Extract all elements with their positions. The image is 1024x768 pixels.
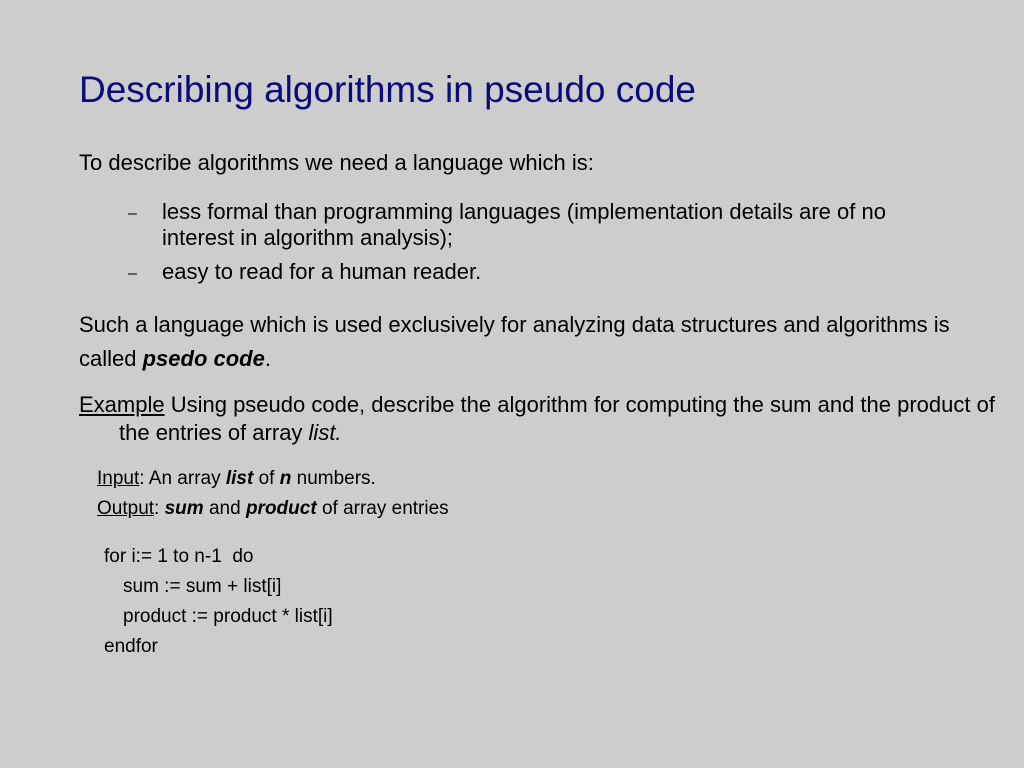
output-label: Output — [97, 498, 155, 519]
summary-suffix: . — [264, 346, 271, 371]
bullet-item — [128, 259, 958, 285]
summary-prefix: Such a language which is used exclusively for analyzing data structures and algorithms is called — [79, 312, 950, 371]
pseudo-code-term: psedo code — [142, 346, 265, 371]
output-product: product — [245, 498, 317, 519]
output-and: and — [203, 498, 246, 519]
summary-paragraph — [79, 308, 959, 376]
input-sep: : An array — [139, 468, 226, 489]
input-n: n — [279, 468, 292, 489]
bullet-text: less formal than programming languages (implementation details are of no interest in algorithm analysis); — [162, 199, 886, 250]
input-line — [97, 467, 376, 491]
code-line: endfor — [104, 636, 158, 657]
example-paragraph — [79, 391, 999, 447]
example-array-name: list. — [308, 420, 342, 445]
input-tail: numbers. — [291, 468, 376, 489]
input-of: of — [253, 468, 280, 489]
example-label: Example — [79, 392, 165, 417]
code-line: product := product * list[i] — [123, 606, 333, 627]
example-text: Using pseudo code, describe the algorithm for computing the sum and the product of the entries of array — [119, 392, 995, 445]
bullet-list — [128, 199, 958, 293]
output-line — [97, 497, 449, 521]
intro-text: To describe algorithms we need a language which is: — [79, 150, 594, 175]
output-tail: of array entries — [316, 498, 449, 519]
input-array-name: list — [225, 468, 254, 489]
output-sum: sum — [164, 498, 204, 519]
bullet-text: easy to read for a human reader. — [162, 259, 482, 284]
code-line: sum := sum + list[i] — [123, 576, 282, 597]
bullet-item — [128, 199, 958, 251]
bullet-dash: – — [128, 205, 137, 222]
slide-title: Describing algorithms in pseudo code — [79, 69, 697, 110]
bullet-dash: – — [128, 265, 137, 282]
input-label: Input — [97, 468, 140, 489]
output-sep: : — [154, 498, 165, 519]
pseudo-code-block — [104, 542, 333, 662]
code-line: for i:= 1 to n-1 do — [104, 546, 254, 567]
